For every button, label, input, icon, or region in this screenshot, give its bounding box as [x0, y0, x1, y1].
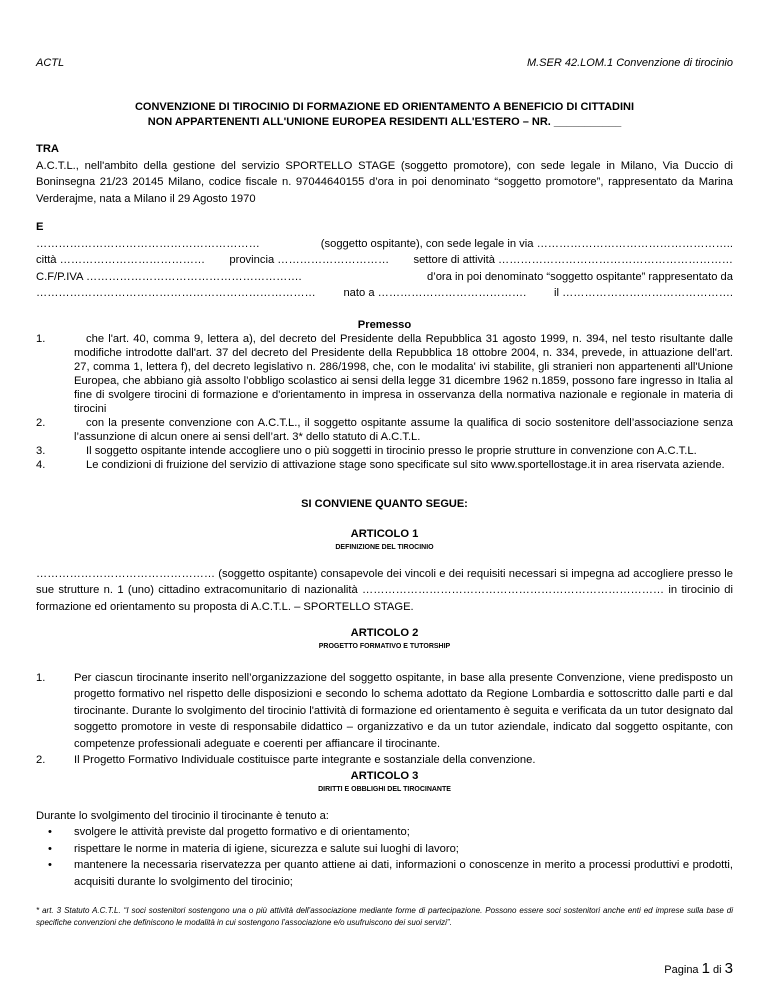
e-line-3a: C.F/P.IVA ………………………………………………….	[36, 270, 302, 283]
header-right: M.SER 42.LOM.1 Convenzione di tirocinio	[526, 57, 733, 69]
e-line-2b: provincia …………………………	[229, 254, 390, 266]
page-number: Pagina 1 di 3	[664, 960, 733, 977]
tra-section	[36, 141, 733, 207]
article-1-title: ARTICOLO 1	[350, 528, 419, 540]
article-3-title: ARTICOLO 3	[350, 770, 419, 782]
title-line-1: CONVENZIONE DI TIROCINIO DI FORMAZIONE ED ORIENTAMENTO A BENEFICIO DI CITTADINI	[134, 101, 635, 113]
article-1	[36, 526, 733, 615]
premesso-item: 3. Il soggetto ospitante intende accogliere uno o più soggetti in tirocinio presso le proprie strutture in convenzione con A.C.T.L.	[36, 445, 697, 457]
article-2-subtitle: PROGETTO FORMATIVO E TUTORSHIP	[318, 642, 451, 650]
article-3-list	[36, 824, 733, 890]
e-line-4	[36, 285, 733, 302]
article-3-item: • mantenere la necessaria riservatezza per quanto attiene ai dati, informazioni o conoscenze in merito a processi produttivi e prodotti, acquisiti durante lo svolgimento del tirocinio;	[48, 859, 733, 888]
article-1-subtitle: DEFINIZIONE DEL TIROCINIO	[335, 543, 434, 551]
tra-text: A.C.T.L., nell'ambito della gestione del servizio SPORTELLO STAGE (soggetto promotore), con sede legale in Milano, Via Duccio di Boninsegna 21/23 20145 Milano, codice fiscale n. 97044640155 d’ora in poi denominato “soggetto promotore”, rappresentato da Marina Verderajme, nata a Milano il 29 Agosto 1970	[36, 159, 733, 205]
e-line-3b: d’ora in poi denominato “soggetto ospitante” rappresentato da	[427, 270, 733, 283]
article-1-text: ………………………………………… (soggetto ospitante) consapevole dei vincoli e dei requisiti necessari si impegna ad accogliere presso le sue strutture n. 1 (uno) cittadino extracomunitario di nazionalità ……………………………………………………………………… in tirocinio di formazione ed orientamento su proposta di A.C.T.L. – SPORTELLO STAGE.	[36, 567, 733, 613]
premesso-list	[36, 332, 733, 472]
premesso-item: 2. con la presente convenzione con A.C.T.L., il soggetto ospitante assume la qualifica di socio sostenitore dell’associazione senza l’assunzione di alcun onere ai sensi dell’art. 3* dello statuto di A.C.T.L.	[36, 417, 733, 443]
header-left: ACTL	[36, 57, 65, 69]
e-section	[36, 219, 733, 302]
article-3-item: • rispettare le norme in materia di igiene, sicurezza e salute sui luoghi di lavoro;	[48, 842, 459, 855]
e-line-4a: …………………………………………………………………	[36, 287, 316, 299]
premesso-item: 1. che l'art. 40, comma 9, lettera a), del decreto del Presidente della Repubblica 31 agosto 1999, n. 394, nel testo risultante dalle modifiche introdotte dall'art. 37 del decreto del Presidente della Repubblica 18 ottobre 2004, n. 334, prevede, in attuazione dell'art. 27, comma 1, lettera f), del decreto legislativo n. 286/1998, che, con le modalita' ivi stabilite, gli stranieri non appartenenti all'Unione Europea, che abbiano già assolto l’obbligo scolastico ai sensi della legge 31 dicembre 1962 n.1859, possono fare ingresso in Italia al fine di svolgere tirocini di formazione e d'orientamento in impresa in osservanza della normativa nazionale e regionale in materia di tirocini	[36, 333, 733, 415]
premesso-section	[36, 318, 733, 472]
tra-heading: TRA	[36, 143, 59, 155]
article-3-item: • svolgere le attività previste dal progetto formativo e di orientamento;	[48, 826, 410, 838]
e-line-2c: settore di attività ………………………………………………………	[413, 254, 733, 266]
e-line-2	[36, 252, 733, 269]
footnote: * art. 3 Statuto A.C.T.L. “I soci sostenitori sostengono una o più attività dell’associazione mediante forme di partecipazione. Possono essere soci sostenitori anche enti ed imprese sulla base di specifiche convenzioni che definiscono le modalità in cui sostengono l’associazione e/o usufruiscono dei suoi servizi”.	[36, 906, 733, 927]
title-line-2: NON APPARTENENTI ALL'UNIONE EUROPEA RESIDENTI ALL'ESTERO – NR. ___________	[147, 116, 622, 128]
article-2-title: ARTICOLO 2	[350, 627, 419, 639]
document-title	[36, 100, 733, 130]
e-heading: E	[36, 221, 44, 233]
article-2-list	[36, 670, 733, 769]
e-line-4c: il ……………………………………….	[553, 287, 733, 299]
e-line-4b: nato a ………………………………….	[343, 287, 527, 299]
article-2	[36, 625, 733, 769]
article-3	[36, 768, 733, 890]
article-2-item: 2. Il Progetto Formativo Individuale costituisce parte integrante e sostanziale della convenzione.	[36, 754, 536, 766]
conviene-heading: SI CONVIENE QUANTO SEGUE:	[301, 498, 468, 510]
e-line-3	[36, 269, 733, 286]
premesso-heading: Premesso	[357, 319, 412, 331]
article-2-item: 1. Per ciascun tirocinante inserito nell’organizzazione del soggetto ospitante, in base alla presente Convenzione, viene predisposto un progetto formativo nel rispetto delle disposizioni e secondo lo schema adottato da Regione Lombardia e sottoscritto dalle parti e dal tirocinante. Durante lo svolgimento del tirocinio l'attività di formazione ed orientamento è seguita e verificata da un tutor designato dal soggetto promotore in veste di responsabile didattico – organizzativo e da un tutor aziendale, indicato dal soggetto ospitante, con competenze professionali adeguate e coerenti per affiancare il tirocinante.	[36, 671, 733, 750]
premesso-item: 4. Le condizioni di fruizione del servizio di attivazione stage sono specificate sul sito www.sportellostage.it in area riservata aziende.	[36, 459, 725, 471]
e-line-1b: (soggetto ospitante), con sede legale in via ……………………………………………..	[320, 237, 733, 250]
e-line-1	[36, 236, 733, 253]
article-3-subtitle: DIRITTI E OBBLIGHI DEL TIROCINANTE	[318, 785, 451, 793]
e-line-2a: città …………………………………	[36, 254, 206, 266]
e-line-1a: ……………………………………………………	[36, 237, 260, 250]
article-3-intro: Durante lo svolgimento del tirocinio il tirocinante è tenuto a:	[36, 809, 329, 822]
